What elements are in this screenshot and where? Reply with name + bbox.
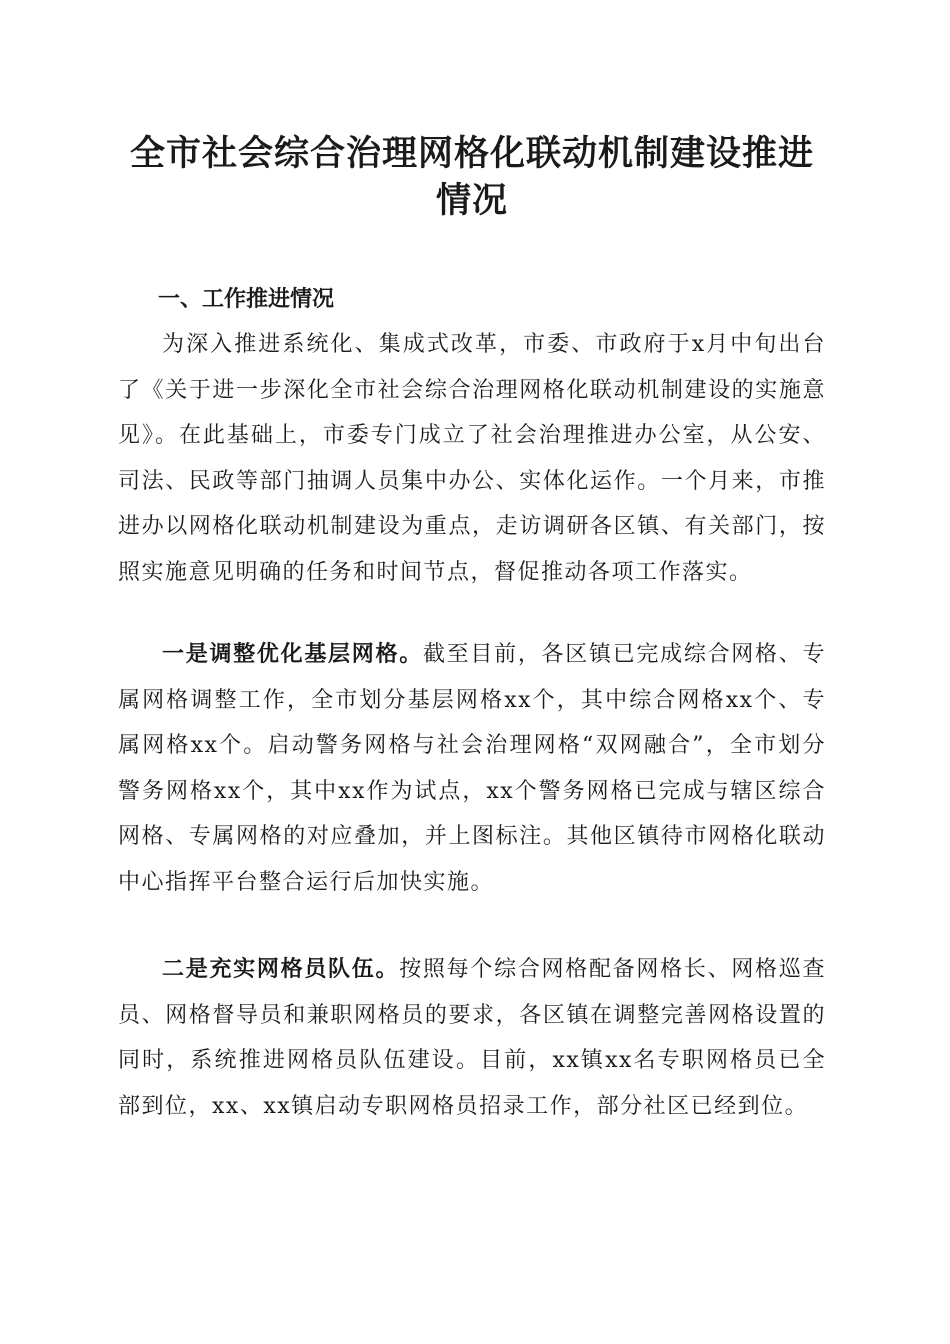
paragraph-body: 为深入推进系统化、集成式改革，市委、市政府于x月中旬出台了《关于进一步深化全市社会综合治理网格化联动机制建设的实施意见》。在此基础上，市委专门成立了社会治理推进办公室，从公安、司法、民政等部门抽调人员集中办公、实体化运作。一个月来，市推进办以网格化联动机制建设为重点，走访调研各区镇、有关部门，按照实施意见明确的任务和时间节点，督促推动各项工作落实。 (118, 332, 826, 585)
paragraph-lead: 二是充实网格员队伍。 (162, 956, 400, 982)
paragraph-lead: 一是调整优化基层网格。 (162, 641, 423, 667)
paragraph-grid-staff (118, 947, 826, 1129)
document-title: 全市社会综合治理网格化联动机制建设推进情况 (129, 133, 814, 221)
section-heading: 一、工作推进情况 (158, 287, 335, 312)
paragraph-body: 按照每个综合网格配备网格长、网格巡查员、网格督导员和兼职网格员的要求，各区镇在调整完善网格设置的同时，系统推进网格员队伍建设。目前，xx镇xx名专职网格员已全部到位，xx、xx镇启动专职网格员招录工作，部分社区已经到位。 (118, 957, 826, 1119)
paragraph-grid-optimization (118, 632, 826, 905)
paragraph-body: 截至目前，各区镇已完成综合网格、专属网格调整工作，全市划分基层网格xx个，其中综合网格xx个、专属网格xx个。启动警务网格与社会治理网格“双网融合”，全市划分警务网格xx个，其中xx作为试点，xx个警务网格已完成与辖区综合网格、专属网格的对应叠加，并上图标注。其他区镇待市网格化联动中心指挥平台整合运行后加快实施。 (118, 642, 826, 895)
document-page (118, 130, 826, 1119)
paragraph-overview (118, 322, 826, 595)
